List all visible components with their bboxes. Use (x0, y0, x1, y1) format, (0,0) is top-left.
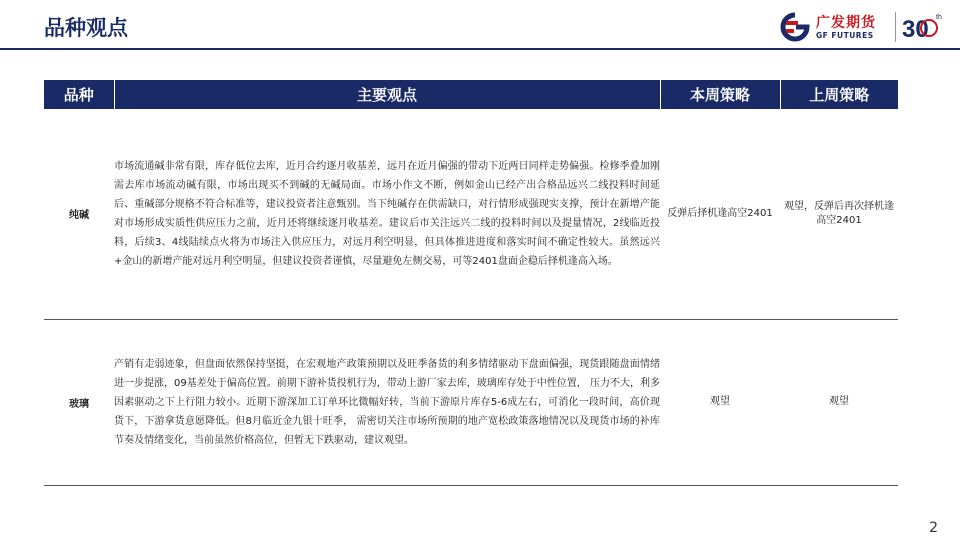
main-view-text: 市场流通碱非常有限，库存低位去库，近月合约逐月收基差，远月在近月偏强的带动下近两日同样走势偏强。检修季叠加刚需去库市场流动碱有限，市场出现买不到碱的无碱局面。市场小作文不断，例如金山已经产出合格品远兴二线投料时间延后、重碱部分规格不符合标准等，建议投资者注意甄别。当下纯碱存在供需缺口，对行情形成强现实支撑，预计在新增产能对市场形成实质性供应压力之前，近月还将继续逐月收基差。建议后市关注远兴二线的投料时间以及提量情况，2线临近投料，后续3、4线陆续点火将为市场注入供应压力，对远月利空明显，但具体推进进度和落实时间不确定性较大。虽然远兴+金山的新增产能对远月利空明显，但建议投资者谨慎，尽量避免左侧交易，可等2401盘面企稳后择机逢高入场。 (114, 160, 660, 267)
anniversary-30-badge (900, 10, 946, 44)
page-title: 品种观点 (44, 16, 128, 40)
column-header-last-week: 上周策略 (780, 80, 898, 109)
this-week-strategy: 反弹后择机逢高空2401 (667, 207, 773, 219)
column-header-variety: 品种 (44, 80, 114, 109)
variety-name: 玻璃 (69, 398, 89, 410)
last-week-strategy: 观望，反弹后再次择机逢高空2401 (784, 200, 894, 226)
gf-logo-mark-icon (778, 12, 812, 42)
table-row (44, 109, 898, 319)
this-week-strategy: 观望 (710, 396, 730, 407)
main-view-text: 产销有走弱迹象，但盘面依然保持坚挺，在宏观地产政策预期以及旺季备货的利多情绪驱动下盘面偏强，现货跟随盘面情绪进一步提涨，09基差处于偏高位置。前期下游补货投机行为，带动上游厂家去库，玻璃库存处于中性位置， 压力不大，利多因素驱动之下上行阻力较小。近期下游深加工订单环比微幅好转，当前下游原片库存5-6成左右，可消化一段时间，高价现货下，下游拿货意愿降低。但8月临近金九银十旺季， 需密切关注市场所预期的地产宽松政策落地情况以及现货市场的补库节奏及情绪变化，当前虽然价格高位，但暂无下跌驱动，建议观望。 (114, 358, 660, 446)
logo-chinese-name: 广发期货 (816, 15, 876, 31)
variety-views-table (44, 80, 898, 486)
table-header-row (44, 80, 898, 109)
last-week-strategy: 观望 (829, 396, 849, 407)
variety-name: 纯碱 (69, 210, 89, 222)
header-divider (0, 48, 960, 50)
column-header-this-week: 本周策略 (660, 80, 780, 109)
logo-english-name: GF FUTURES (816, 31, 874, 40)
logo-separator (895, 12, 896, 42)
column-header-main-view: 主要观点 (114, 80, 660, 109)
page-number: 2 (929, 520, 938, 536)
anniversary-suffix: th (936, 14, 942, 21)
anniversary-number: 30 (902, 16, 929, 43)
gf-futures-logo (778, 10, 948, 44)
table-row (44, 319, 898, 485)
